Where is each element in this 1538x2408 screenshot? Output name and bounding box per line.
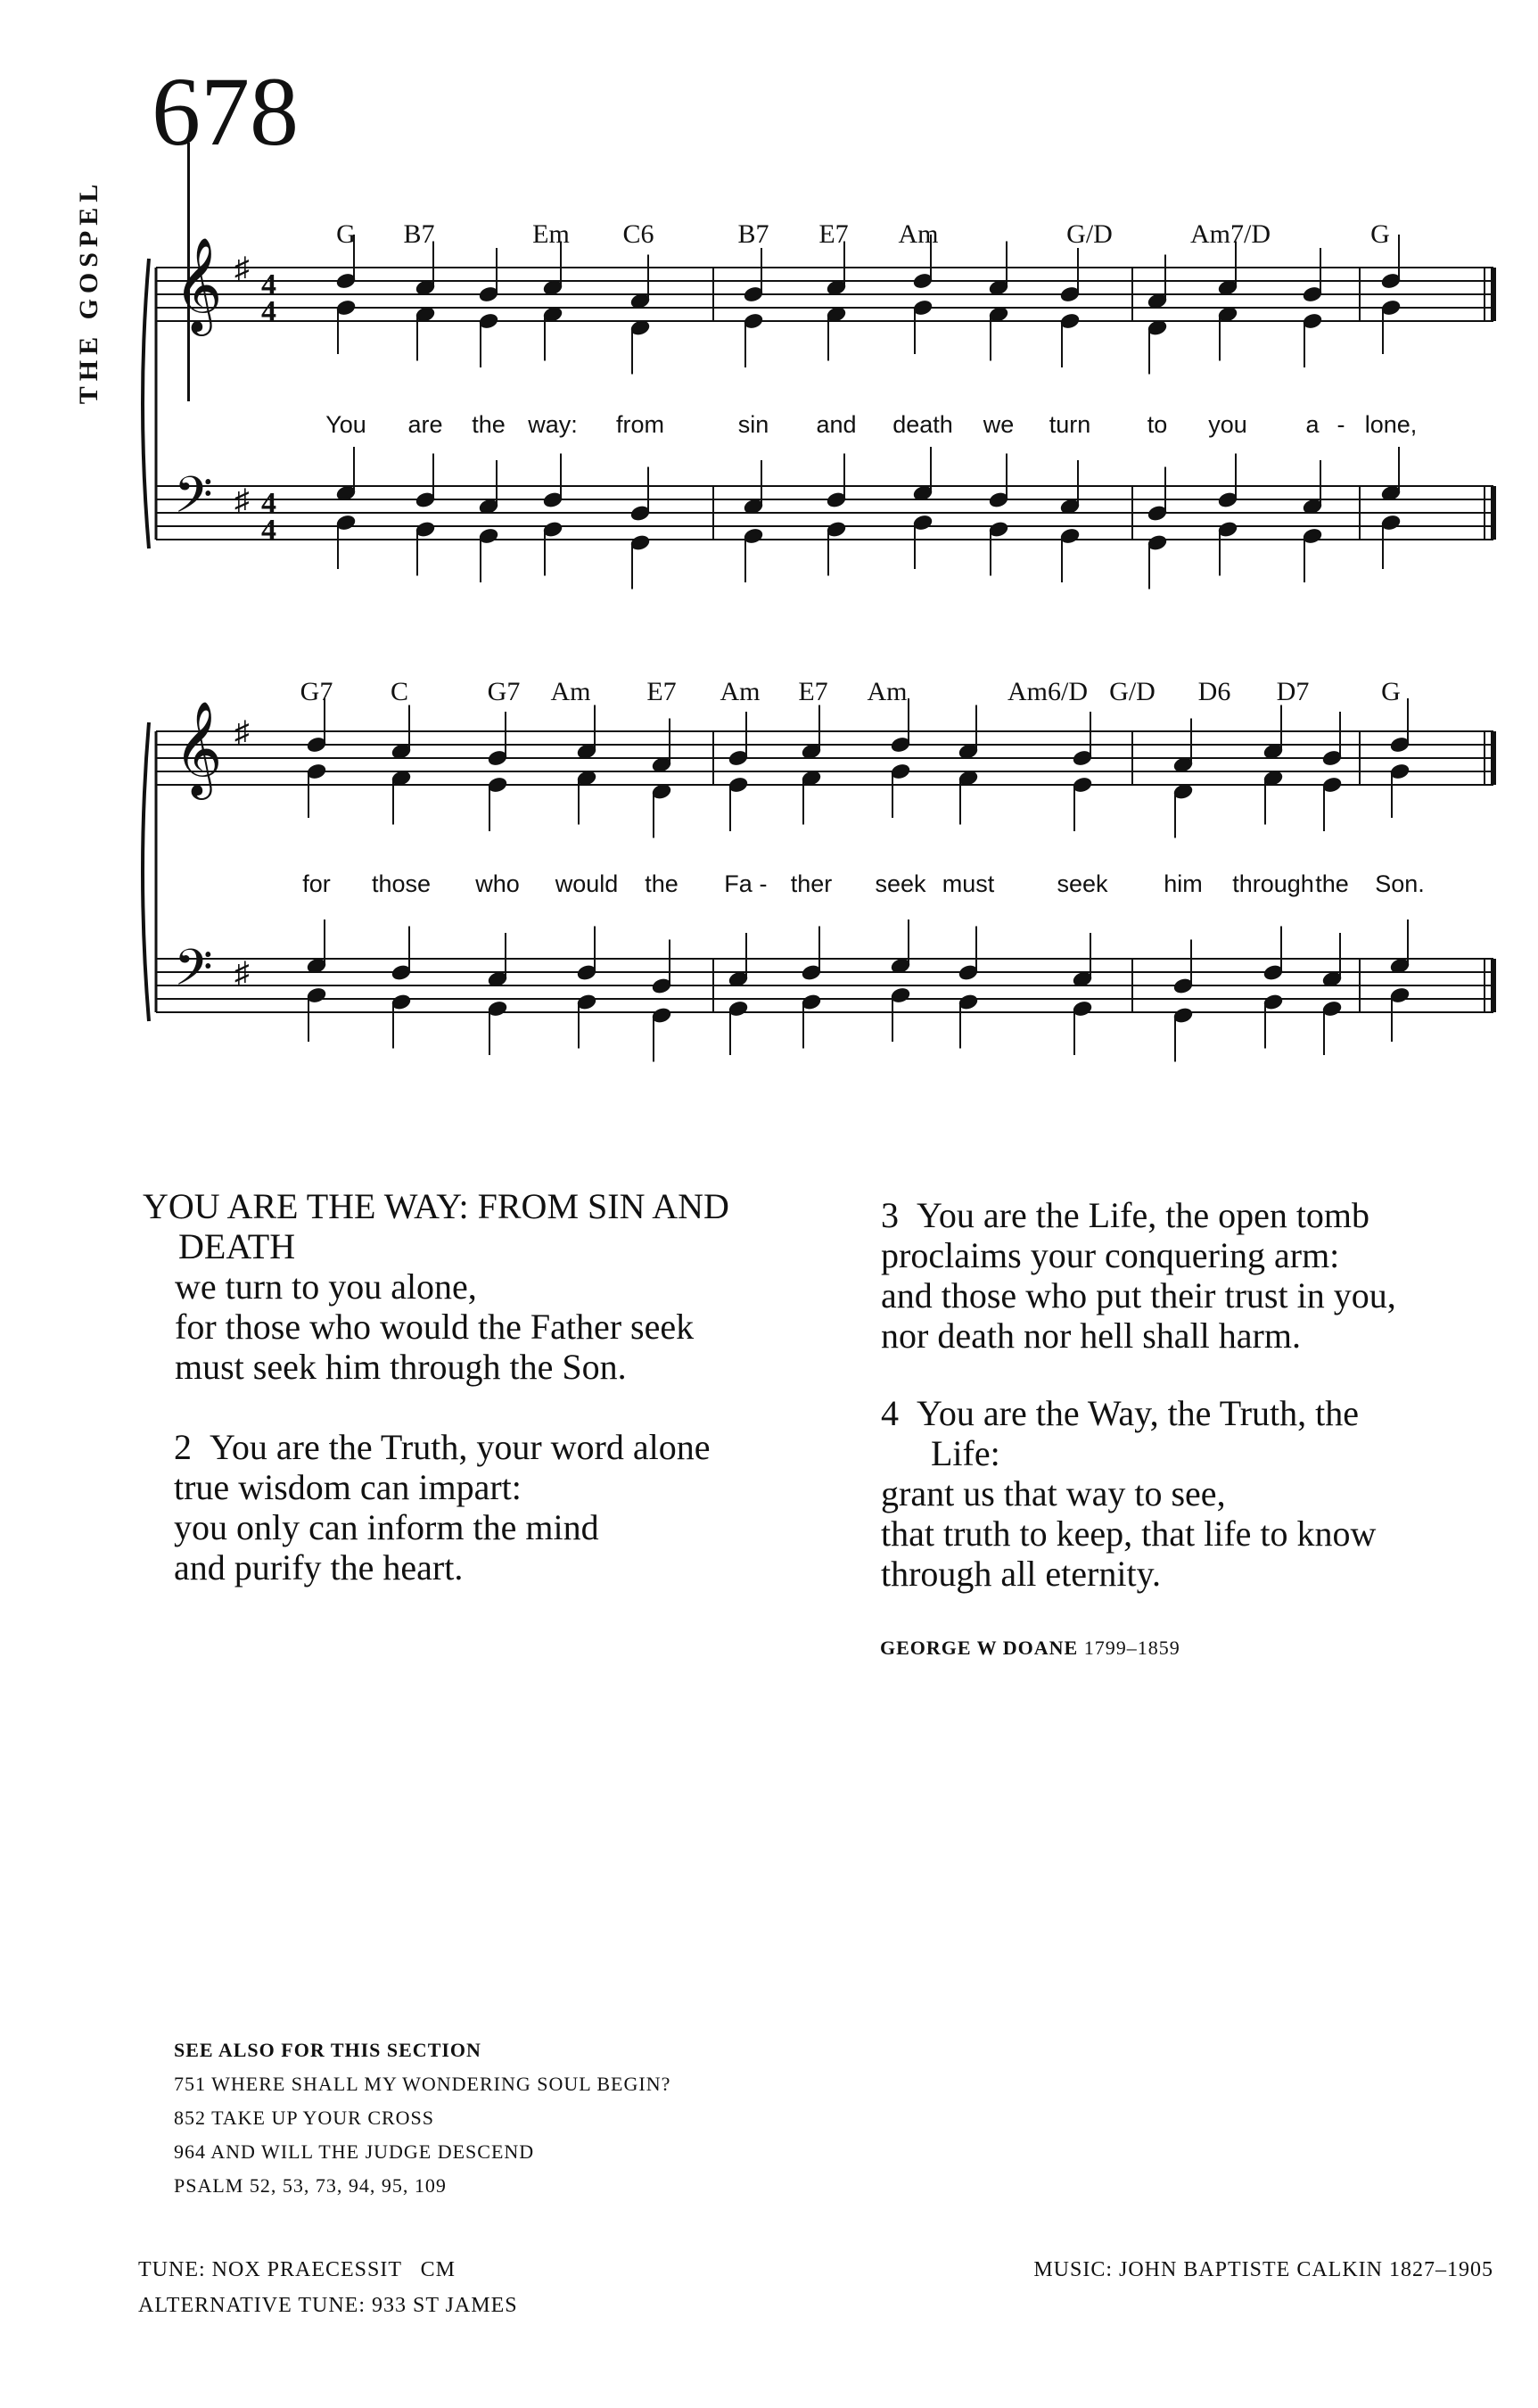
tune-name: TUNE: NOX PRAECESSIT CM xyxy=(138,2258,456,2281)
bass-clef: 𝄢 xyxy=(174,940,213,1008)
lyric-syllable: and xyxy=(816,411,857,438)
verse-3-line: nor death nor hell shall harm. xyxy=(881,1315,1301,1356)
lyric-syllable: You xyxy=(325,411,366,438)
chord-symbol: C xyxy=(390,677,409,706)
verse-1-line: YOU ARE THE WAY: FROM SIN AND xyxy=(143,1186,729,1226)
verse-2-line: You are the Truth, your word alone xyxy=(210,1427,711,1467)
lyric-syllable: way: xyxy=(528,411,578,438)
chord-symbol: B7 xyxy=(403,219,435,249)
chord-symbol: E7 xyxy=(646,677,677,706)
lyric-syllable: Son. xyxy=(1375,870,1425,897)
lyric-syllable: the xyxy=(645,870,679,897)
lyric-syllable: seek xyxy=(1057,870,1108,897)
treble-clef: 𝄞 xyxy=(174,239,223,330)
key-sharp: ♯ xyxy=(234,957,250,990)
see-also xyxy=(174,2033,670,2203)
chord-symbol: G7 xyxy=(300,677,333,706)
lyric-syllable: - xyxy=(1336,411,1345,438)
see-also-title: SEE ALSO FOR THIS SECTION xyxy=(174,2039,481,2061)
verse-4-line: You are the Way, the Truth, the xyxy=(917,1393,1360,1433)
lyric-syllable: seek xyxy=(875,870,926,897)
music-score xyxy=(0,0,1538,1097)
chord-symbol: D7 xyxy=(1276,677,1310,706)
lyric-syllable: the xyxy=(1315,870,1349,897)
chord-symbol: C6 xyxy=(622,219,654,249)
lyric-syllable: lone, xyxy=(1364,411,1418,438)
verse-number: 2 xyxy=(174,1427,192,1467)
lyric-syllable: - xyxy=(759,870,768,897)
lyric-syllable: for xyxy=(302,870,331,897)
lyric-syllable: ther xyxy=(790,870,833,897)
verse-4-line: that truth to keep, that life to know xyxy=(881,1513,1377,1554)
chord-symbol: E7 xyxy=(798,677,828,706)
lyric-syllable: the xyxy=(472,411,506,438)
music-credit: MUSIC: JOHN BAPTISTE CALKIN 1827–1905 xyxy=(1033,2258,1493,2281)
author-name: GEORGE W DOANE xyxy=(880,1637,1079,1659)
verse-4 xyxy=(881,1393,1376,1594)
chord-symbol: Am6/D xyxy=(1008,677,1088,706)
chord-symbol: G xyxy=(336,219,356,249)
chord-symbol: Am xyxy=(898,219,939,249)
section-title: THE GOSPEL xyxy=(74,178,103,405)
key-sharp: ♯ xyxy=(234,484,250,517)
chord-symbol: Am xyxy=(720,677,761,706)
lyric-syllable: would xyxy=(555,870,619,897)
verse-4-line: Life: xyxy=(931,1433,1000,1473)
chord-symbol: Am xyxy=(550,677,591,706)
time-signature: 4 xyxy=(261,514,276,547)
chord-symbol: D6 xyxy=(1197,677,1231,706)
chord-symbol: G7 xyxy=(487,677,521,706)
verse-2-line: you only can inform the mind xyxy=(174,1507,599,1547)
see-also-item: PSALM 52, 53, 73, 94, 95, 109 xyxy=(174,2174,447,2197)
see-also-item: 852 TAKE UP YOUR CROSS xyxy=(174,2107,435,2129)
lyric-syllable: who xyxy=(475,870,520,897)
brace xyxy=(143,722,149,1021)
verse-2-line: and purify the heart. xyxy=(174,1547,464,1587)
verse-3-line: You are the Life, the open tomb xyxy=(917,1195,1370,1235)
bass-clef: 𝄢 xyxy=(174,467,213,535)
lyric-syllable: death xyxy=(892,411,953,438)
verse-1-line: must seek him through the Son. xyxy=(175,1347,627,1387)
lyric-syllable: him xyxy=(1164,870,1203,897)
lyric-syllable: Fa xyxy=(724,870,753,897)
see-also-item: 751 WHERE SHALL MY WONDERING SOUL BEGIN? xyxy=(174,2073,671,2095)
verse-1-line: DEATH xyxy=(178,1226,296,1266)
see-also-item: 964 AND WILL THE JUDGE DESCEND xyxy=(174,2140,535,2163)
chord-symbol: G/D xyxy=(1066,219,1113,249)
treble-clef: 𝄞 xyxy=(174,703,223,794)
chord-symbol: Em xyxy=(532,219,570,249)
author-dates: 1799–1859 xyxy=(1083,1637,1180,1659)
verse-number: 3 xyxy=(881,1195,899,1235)
chord-symbol: G xyxy=(1370,219,1390,249)
chord-symbol: G/D xyxy=(1109,677,1156,706)
tune-info xyxy=(138,2252,518,2323)
key-sharp: ♯ xyxy=(234,716,250,749)
time-signature: 4 xyxy=(261,487,276,520)
verse-3 xyxy=(881,1195,1396,1356)
time-signature: 4 xyxy=(261,295,276,328)
verse-1-line: for those who would the Father seek xyxy=(175,1307,695,1347)
verse-3-line: and those who put their trust in you, xyxy=(881,1275,1396,1315)
chord-symbol: Am7/D xyxy=(1190,219,1271,249)
lyric-syllable: you xyxy=(1208,411,1247,438)
lyric-syllable: sin xyxy=(737,411,769,438)
verse-1 xyxy=(143,1186,729,1387)
time-signature: 4 xyxy=(261,268,276,301)
lyric-syllable: must xyxy=(942,870,995,897)
lyric-syllable: those xyxy=(371,870,432,897)
key-sharp: ♯ xyxy=(234,252,250,285)
chord-symbol: Am xyxy=(867,677,908,706)
lyric-syllable: are xyxy=(407,411,443,438)
lyric-syllable: a xyxy=(1305,411,1320,438)
verse-4-line: through all eternity. xyxy=(881,1554,1161,1594)
lyric-syllable: turn xyxy=(1049,411,1091,438)
verse-3-line: proclaims your conquering arm: xyxy=(881,1235,1340,1275)
verse-1-line: we turn to you alone, xyxy=(175,1266,477,1307)
verse-2-line: true wisdom can impart: xyxy=(174,1467,522,1507)
chord-symbol: B7 xyxy=(737,219,769,249)
lyric-syllable: we xyxy=(983,411,1015,438)
alternative-tune: ALTERNATIVE TUNE: 933 ST JAMES xyxy=(138,2294,518,2317)
brace xyxy=(143,259,149,548)
verse-2 xyxy=(174,1427,710,1587)
author-credit xyxy=(880,1637,1180,1660)
verse-4-line: grant us that way to see, xyxy=(881,1473,1226,1513)
lyric-syllable: through xyxy=(1232,870,1314,897)
lyric-syllable: to xyxy=(1147,411,1168,438)
chord-symbol: G xyxy=(1381,677,1401,706)
chord-symbol: E7 xyxy=(818,219,849,249)
verse-number: 4 xyxy=(881,1393,899,1433)
hymn-number: 678 xyxy=(152,57,299,166)
lyric-syllable: from xyxy=(616,411,664,438)
